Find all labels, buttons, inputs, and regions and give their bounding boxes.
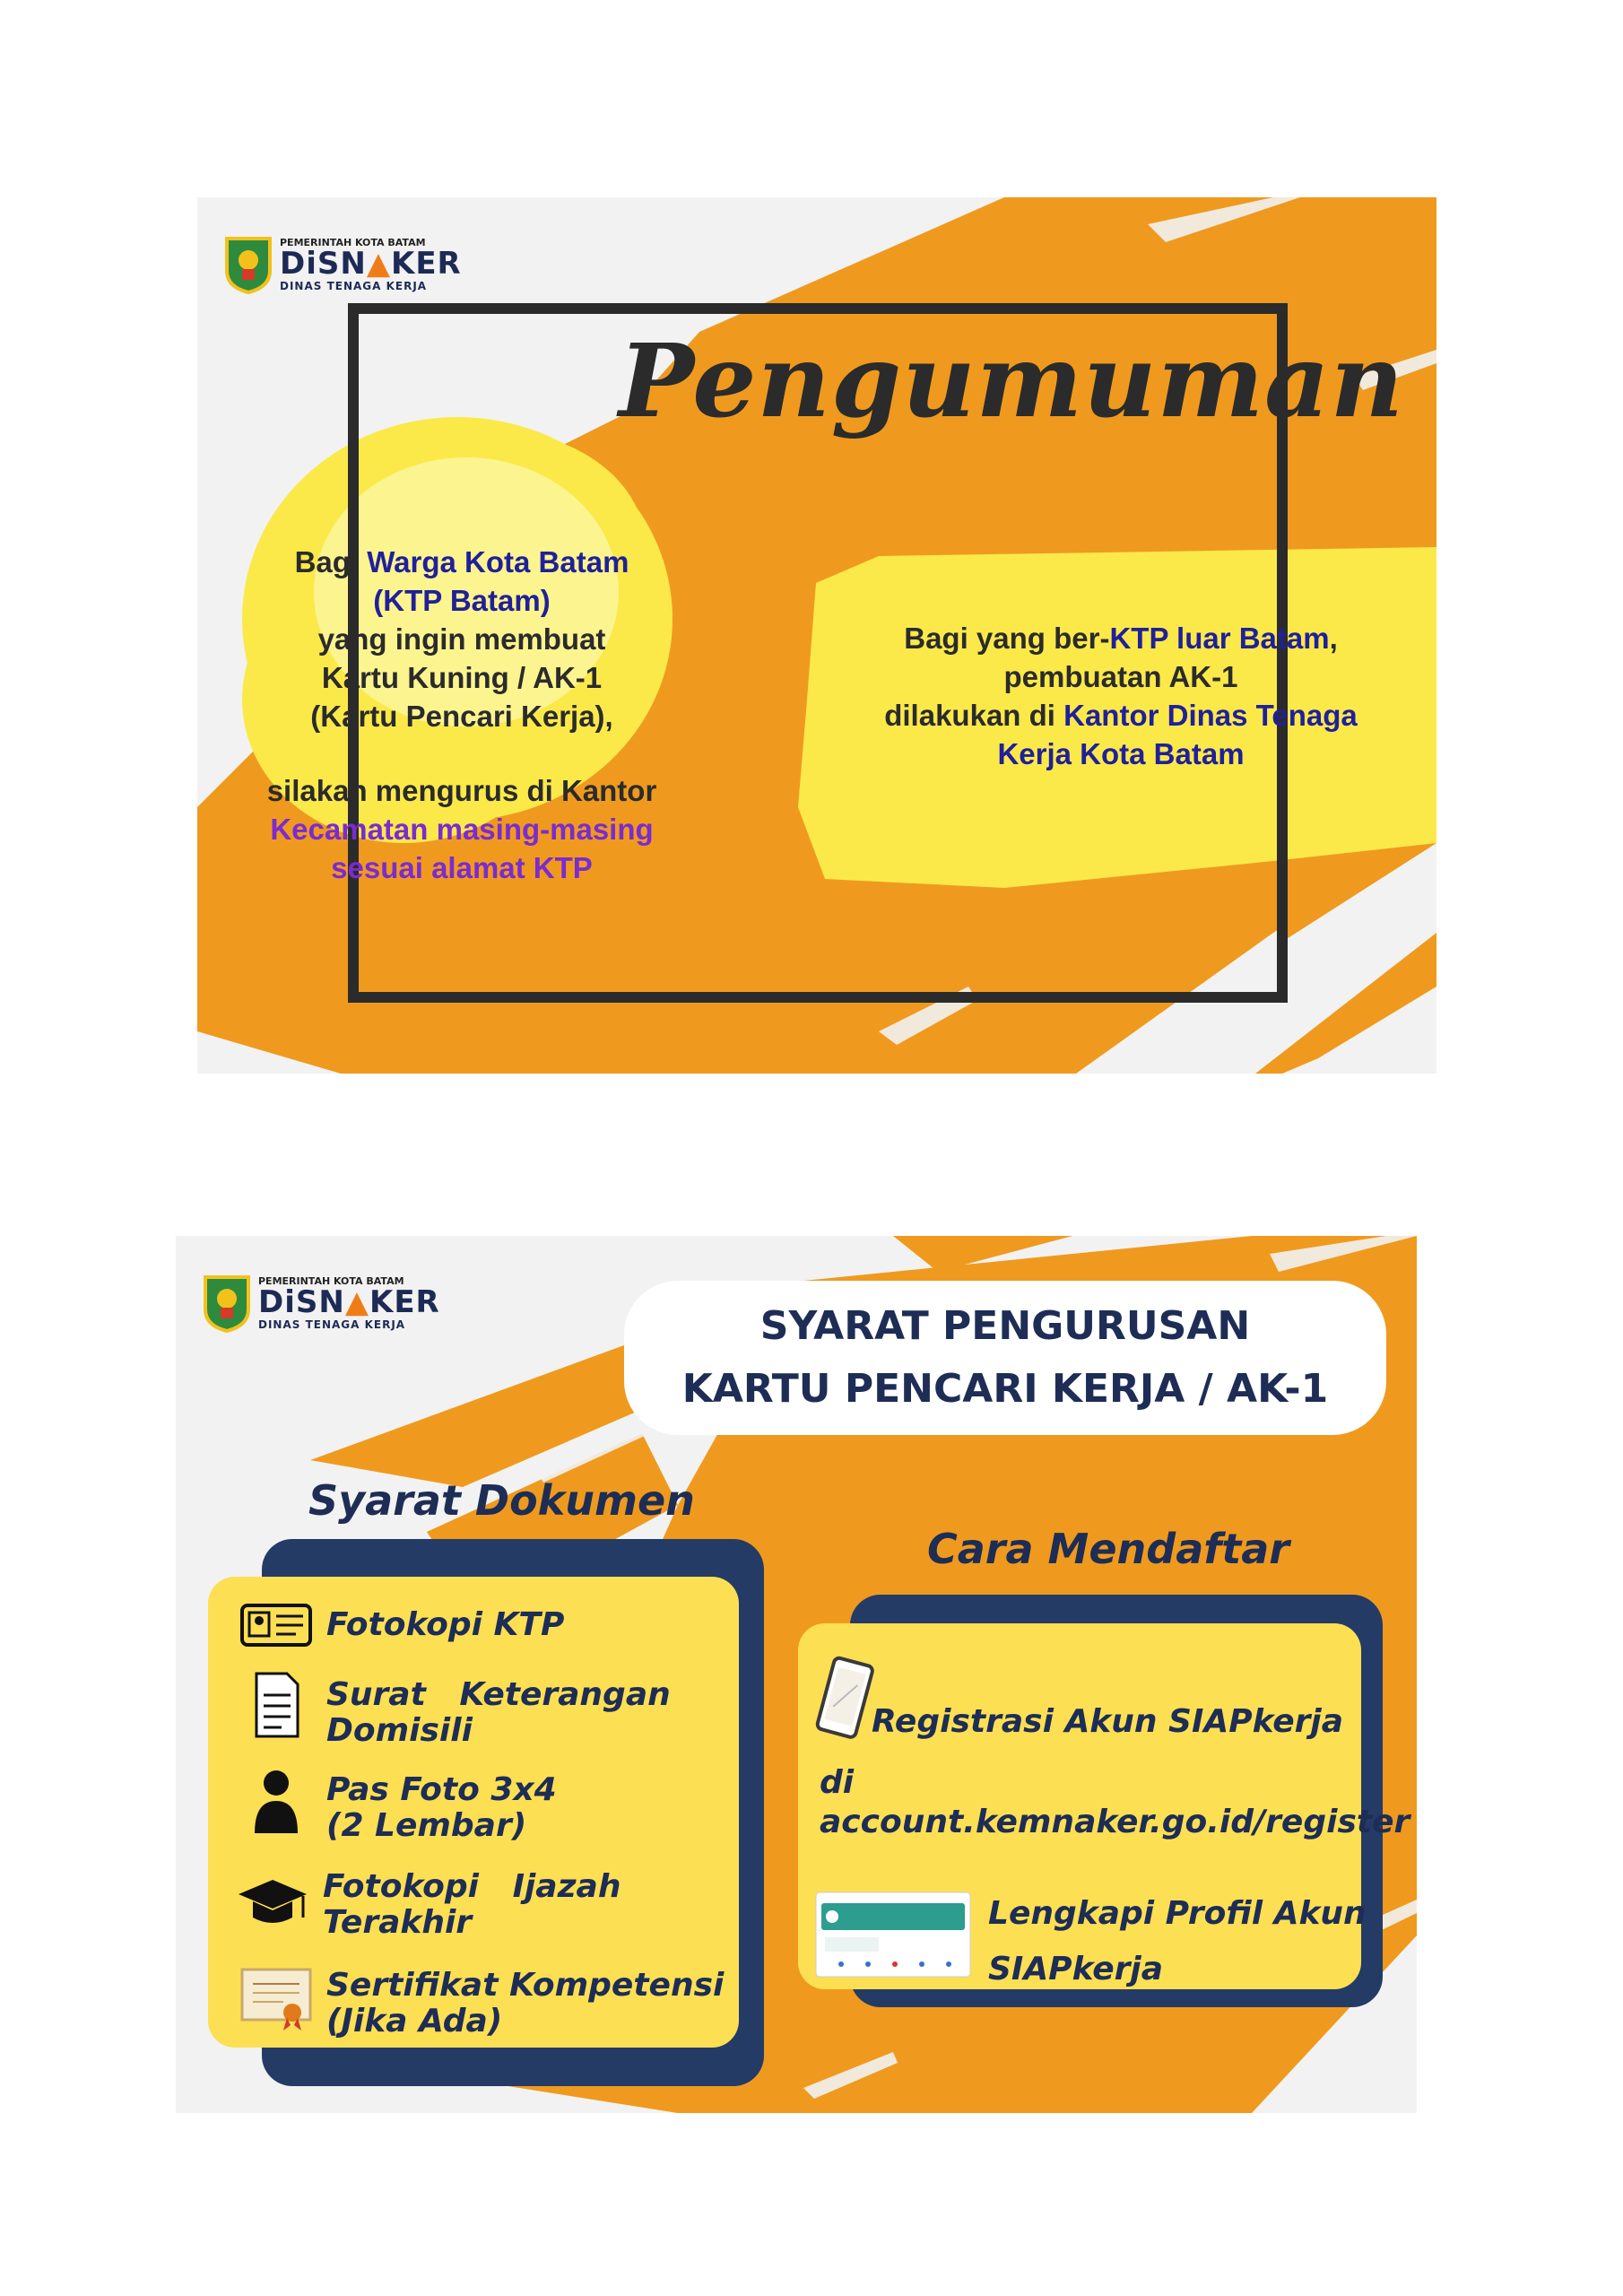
- left-announcement-text: Bagi Warga Kota Batam (KTP Batam) yang ingin membuat Kartu Kuning / AK-1 (Kartu Pencari Kerja), silakan mengurus di Kantor Kecamatan masing-masing sesuai alamat KTP: [266, 545, 657, 884]
- doc-label-2: (Jika Ada): [326, 2003, 503, 2039]
- cone-icon: ▲: [344, 1284, 369, 1320]
- doc-label-2: Terakhir: [323, 1904, 473, 1941]
- doc-label: Fotokopi KTP: [326, 1606, 565, 1643]
- smartphone-icon: [814, 1656, 877, 1742]
- registration-title: Cara Mendaftar: [927, 1525, 1289, 1573]
- doc-item-photo: [239, 1765, 557, 1844]
- logo-government-text: PEMERINTAH KOTA BATAM: [258, 1275, 404, 1287]
- id-card-icon: [239, 1587, 314, 1659]
- doc-label: Fotokopi Ijazah: [323, 1868, 621, 1905]
- disnaker-logo: [203, 1274, 440, 1333]
- right-announcement-text: Bagi yang ber-KTP luar Batam, pembuatan AK-1 dilakukan di Kantor Dinas Tenaga Kerja Kota Batam: [884, 622, 1358, 770]
- documents-title: Syarat Dokumen: [308, 1476, 695, 1525]
- doc-label-2: Domisili: [326, 1712, 473, 1749]
- batam-crest-icon: [203, 1274, 251, 1333]
- doc-label: Surat Keterangan: [326, 1676, 671, 1713]
- registration-url: di account.kemnaker.go.id/register: [820, 1764, 1410, 1840]
- graduation-cap-icon: [235, 1864, 310, 1935]
- app-screenshot-icon: [814, 1891, 972, 1979]
- doc-item-ktp: [239, 1587, 564, 1659]
- logo-agency-text: DINAS TENAGA KERJA: [280, 280, 428, 292]
- announcement-title: Pengumuman: [619, 323, 1405, 440]
- doc-label: Pas Foto 3x4: [326, 1771, 557, 1808]
- doc-item-domicile: [239, 1668, 671, 1749]
- announcement-slide: [197, 197, 1436, 1074]
- registration-step-1: Registrasi Akun SIAPkerja: [872, 1703, 1344, 1740]
- logo-disnaker-text: DiSN▲KER: [280, 246, 462, 282]
- person-icon: [239, 1765, 314, 1837]
- batam-crest-icon: [224, 235, 273, 294]
- doc-item-certificate: [239, 1961, 724, 2039]
- document-icon: [239, 1668, 314, 1740]
- doc-label-2: (2 Lembar): [326, 1807, 527, 1844]
- certificate-icon: [239, 1961, 314, 2032]
- requirements-slide: [176, 1236, 1417, 2113]
- logo-agency-text: DINAS TENAGA KERJA: [258, 1318, 406, 1331]
- disnaker-logo: [224, 235, 462, 294]
- logo-government-text: PEMERINTAH KOTA BATAM: [280, 237, 426, 248]
- registration-step-2: Lengkapi Profil Akun SIAPkerja: [988, 1895, 1367, 1987]
- doc-label: Sertifikat Kompetensi: [326, 1967, 725, 2004]
- doc-item-diploma: [235, 1864, 621, 1941]
- logo-disnaker-text: DiSN▲KER: [258, 1284, 440, 1320]
- cone-icon: ▲: [366, 246, 391, 282]
- requirements-heading: SYARAT PENGURUSAN KARTU PENCARI KERJA / AK-1: [624, 1281, 1386, 1435]
